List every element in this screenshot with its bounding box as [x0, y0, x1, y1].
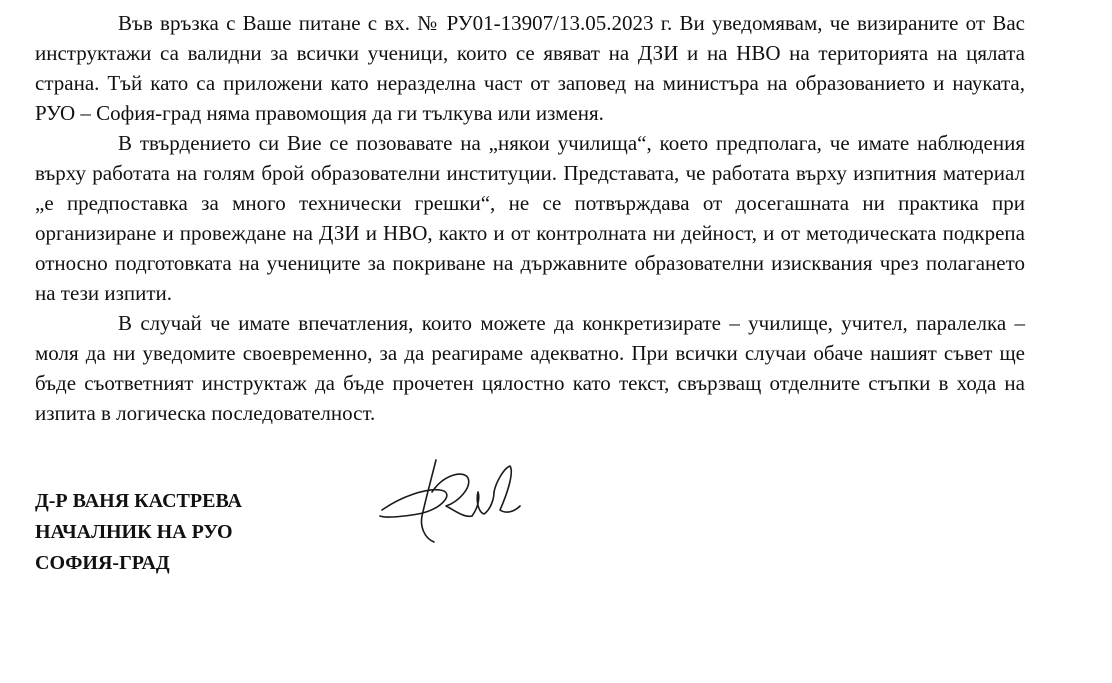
paragraph-claim-response: В твърдението си Вие се позовавате на „някои училища“, което предполага, че имате наблюдения върху работата на голям брой образователни институции. Представата, че работата върху изпитния материал „е предпоставка за много технически грешки“, не се потвърждава от досегашната ни практика при организиране и провеждане на ДЗИ и НВО, както и от контролната ни дейност, и от методическата подкрепа относно подготовката на учениците за покриване на държавните образователни изисквания чрез полагането на тези изпити. — [35, 131, 1025, 305]
paragraph-recommendation: В случай че имате впечатления, които можете да конкретизирате – училище, учител, паралелка – моля да ни уведомите своевременно, за да реагираме адекватно. При всички случаи обаче нашият съвет ще бъде съответният инструктаж да бъде прочетен цялостно като текст, свързващ отделните стъпки в хода на изпита в логическа последователност. — [35, 311, 1025, 425]
signatory-name: Д-Р ВАНЯ КАСТРЕВА — [35, 490, 242, 512]
paragraph-inquiry-response: Във връзка с Ваше питане с вх. № РУ01-13907/13.05.2023 г. Ви уведомявам, че визираните от Вас инструктажи са валидни за всички ученици, които се явяват на ДЗИ и на НВО на територията на цялата страна. Тъй като са приложени като неразделна част от заповед на министъра на образованието и науката, РУО – София-град няма правомощия да ги тълкува или изменя. — [35, 11, 1025, 125]
signatory-city: СОФИЯ-ГРАД — [35, 552, 170, 574]
signature-block — [35, 486, 242, 579]
signatory-position: НАЧАЛНИК НА РУО — [35, 521, 233, 543]
handwritten-signature-icon — [372, 452, 542, 552]
letter-body — [35, 8, 1025, 428]
